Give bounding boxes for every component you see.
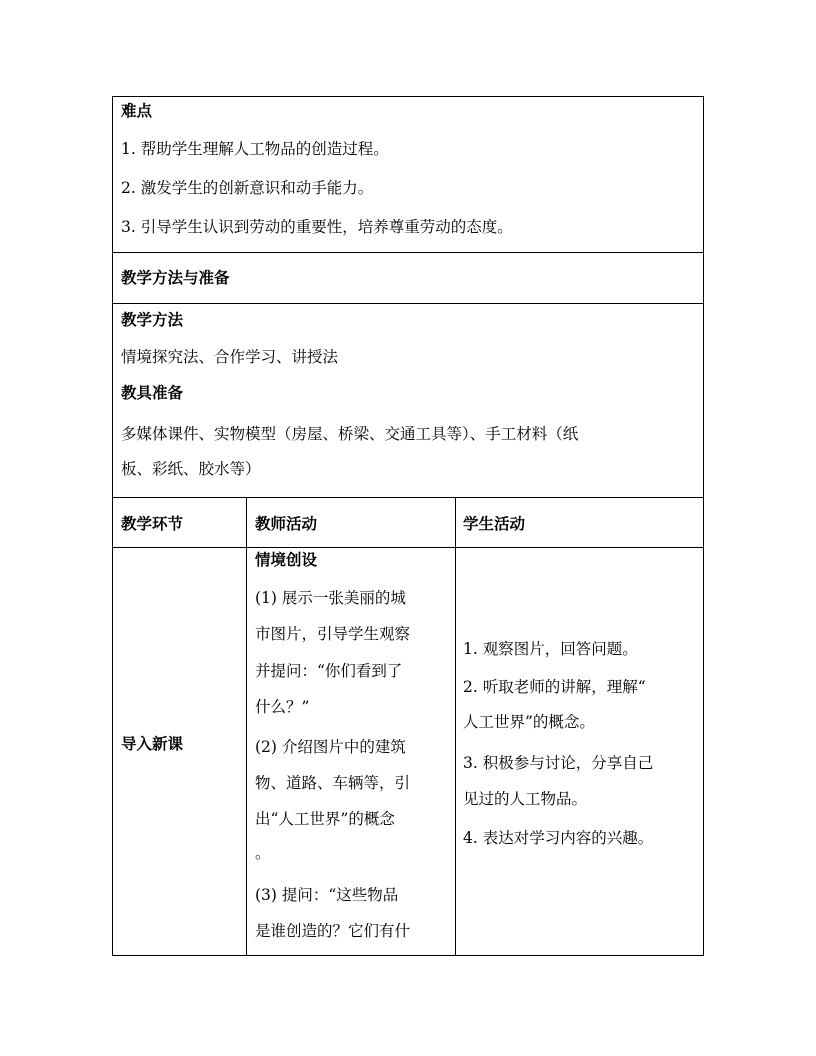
difficulty-item-3: 3. 引导学生认识到劳动的重要性，培养尊重劳动的态度。 [121, 218, 513, 236]
tools-heading: 教具准备 [121, 384, 184, 402]
teacher-line: 出“人工世界”的概念 [255, 810, 395, 828]
column-divider [246, 498, 247, 956]
student-line: 2. 听取老师的讲解，理解“ [463, 678, 646, 696]
difficulty-item-2: 2. 激发学生的创新意识和动手能力。 [121, 179, 374, 197]
teacher-line: (2) 介绍图片中的建筑 [255, 738, 406, 756]
teacher-line: 并提问：“你们看到了 [255, 662, 403, 680]
methods-heading: 教学方法 [121, 311, 184, 329]
teacher-line: (1) 展示一张美丽的城 [255, 589, 406, 607]
teacher-line: 是谁创造的？它们有什 [255, 922, 411, 940]
difficulty-section [113, 97, 703, 253]
table-header-row [113, 498, 703, 548]
teacher-line: 市图片，引导学生观察 [255, 625, 411, 643]
student-line: 1. 观察图片，回答问题。 [463, 640, 638, 658]
tools-line-2: 板、彩纸、胶水等） [121, 460, 261, 478]
teacher-line: 物、道路、车辆等，引 [255, 774, 411, 792]
student-line: 人工世界”的概念。 [463, 713, 595, 731]
lesson-plan-table [112, 96, 704, 956]
tools-line-1: 多媒体课件、实物模型（房屋、桥梁、交通工具等）、手工材料（纸 [121, 425, 579, 443]
header-student: 学生活动 [463, 515, 526, 533]
header-teacher: 教师活动 [255, 515, 318, 533]
stage-cell: 导入新课 [121, 735, 184, 753]
student-line: 4. 表达对学习内容的兴趣。 [463, 829, 654, 847]
teacher-title: 情境创设 [255, 551, 318, 569]
methods-prep-heading: 教学方法与准备 [121, 269, 230, 287]
methods-section [113, 304, 703, 498]
student-line: 见过的人工物品。 [463, 790, 588, 808]
difficulty-item-1: 1. 帮助学生理解人工物品的创造过程。 [121, 140, 389, 158]
difficulty-heading: 难点 [121, 102, 153, 120]
table-row [113, 548, 703, 955]
teacher-line: (3) 提问：“这些物品 [255, 886, 399, 904]
methods-prep-section [113, 253, 703, 304]
header-stage: 教学环节 [121, 515, 184, 533]
student-line: 3. 积极参与讨论，分享自己 [463, 754, 654, 772]
methods-text: 情境探究法、合作学习、讲授法 [121, 348, 339, 366]
teacher-line: 。 [255, 844, 271, 862]
teacher-line: 什么？” [255, 698, 310, 716]
column-divider [455, 498, 456, 956]
